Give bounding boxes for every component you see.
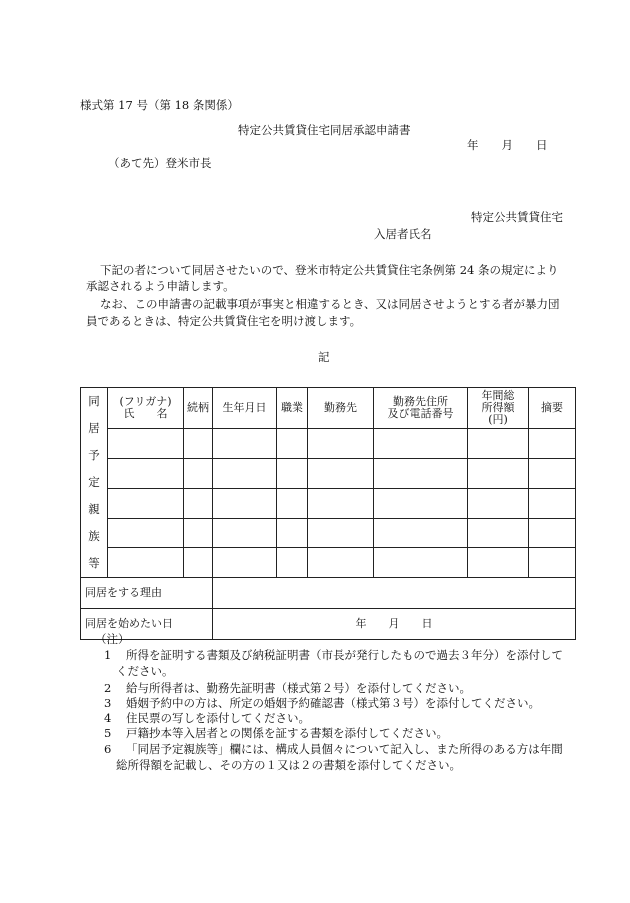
cell-birthdate[interactable] (213, 459, 277, 489)
start-date-row (81, 609, 576, 640)
table-row (81, 429, 576, 459)
note-number: 4 (104, 711, 112, 725)
side-char: 居 (88, 421, 100, 435)
cell-name[interactable] (108, 429, 184, 459)
note-text: 所得を証明する書類及び納税証明書（市長が発行したもので過去３年分）を添付して (126, 648, 563, 662)
note-item (104, 696, 540, 711)
cell-workplace[interactable] (308, 518, 374, 548)
cell-birthdate[interactable] (213, 488, 277, 518)
cell-remarks[interactable] (529, 548, 576, 578)
cell-workplace-address[interactable] (374, 429, 468, 459)
cell-occupation[interactable] (277, 488, 308, 518)
form-number: 様式第 17 号（第 18 条関係） (80, 98, 239, 112)
col-header-workplace-address-line2: 及び電話番号 (387, 407, 454, 421)
note-number: 1 (104, 648, 112, 662)
cell-remarks[interactable] (529, 518, 576, 548)
housing-label: 特定公共賃貸住宅 (471, 210, 563, 224)
note-number: 3 (104, 696, 112, 710)
side-char: 予 (88, 448, 100, 462)
cell-workplace-address[interactable] (374, 459, 468, 489)
cell-workplace[interactable] (308, 548, 374, 578)
col-header-birthdate: 生年月日 (213, 388, 277, 429)
col-header-name-furigana: (フリガナ) (119, 395, 172, 409)
paragraph-1-line-2: 承認されるよう申請します。 (86, 279, 235, 293)
note-text: 「同居予定親族等」欄には、構成人員個々について記入し、また所得のある方は年間 (126, 742, 563, 756)
paragraph-2-line-1: なお、この申請書の記載事項が事実と相違するとき、又は同居させようとする者が暴力団 (100, 297, 560, 311)
note-item (104, 648, 574, 663)
cell-remarks[interactable] (529, 459, 576, 489)
table-row (81, 518, 576, 548)
side-char: 族 (88, 529, 100, 543)
paragraph-1-line-1: 下記の者について同居させたいので、登米市特定公共賃貸住宅条例第 24 条の規定により (100, 263, 559, 277)
note-text: 婚姻予約中の方は、所定の婚姻予約確認書（様式第３号）を添付してください。 (126, 696, 540, 710)
cell-relation[interactable] (184, 488, 213, 518)
note-item (104, 711, 310, 726)
cell-birthdate[interactable] (213, 548, 277, 578)
resident-name-label: 入居者氏名 (374, 227, 432, 241)
note-number: 5 (104, 726, 112, 740)
date-line: 年 月 日 (467, 138, 548, 152)
note-item-continued: 総所得額を記載し、その方の１又は２の書類を添付してください。 (116, 758, 461, 772)
cell-occupation[interactable] (277, 518, 308, 548)
cell-birthdate[interactable] (213, 429, 277, 459)
cell-workplace-address[interactable] (374, 488, 468, 518)
cell-remarks[interactable] (529, 488, 576, 518)
cell-relation[interactable] (184, 429, 213, 459)
cell-relation[interactable] (184, 548, 213, 578)
table-row (81, 459, 576, 489)
note-text: 戸籍抄本等入居者との関係を証する書類を添付してください。 (126, 726, 448, 740)
cell-workplace[interactable] (308, 488, 374, 518)
col-header-income-line3: (円) (488, 413, 508, 427)
cell-relation[interactable] (184, 518, 213, 548)
cell-name[interactable] (108, 518, 184, 548)
cell-workplace-address[interactable] (374, 548, 468, 578)
col-header-remarks: 摘要 (529, 388, 576, 429)
note-number: 6 (104, 742, 112, 756)
cell-name[interactable] (108, 548, 184, 578)
table-row (81, 548, 576, 578)
start-date-label: 同居を始めたい日 (81, 609, 213, 640)
side-char: 同 (88, 394, 100, 408)
col-header-occupation: 職業 (277, 388, 308, 429)
cell-occupation[interactable] (277, 548, 308, 578)
notes-heading: （注） (95, 632, 130, 646)
cell-workplace[interactable] (308, 429, 374, 459)
note-item (104, 742, 574, 757)
note-item (104, 681, 471, 696)
col-header-workplace-address (374, 388, 468, 429)
cell-name[interactable] (108, 459, 184, 489)
side-char: 定 (88, 475, 100, 489)
cell-occupation[interactable] (277, 429, 308, 459)
cell-income[interactable] (468, 488, 529, 518)
paragraph-2-line-2: 員であるときは、特定公共賃貸住宅を明け渡します。 (86, 314, 362, 328)
page-title: 特定公共賃貸住宅同居承認申請書 (238, 123, 411, 137)
cell-relation[interactable] (184, 459, 213, 489)
cohabitant-table (80, 387, 576, 640)
col-header-name-label: 氏 名 (123, 407, 168, 421)
note-text: 住民票の写しを添付してください。 (126, 711, 310, 725)
cell-remarks[interactable] (529, 429, 576, 459)
cell-occupation[interactable] (277, 459, 308, 489)
cell-birthdate[interactable] (213, 518, 277, 548)
reason-row (81, 578, 576, 609)
cell-income[interactable] (468, 429, 529, 459)
col-header-income-line2: 所得額 (481, 401, 515, 415)
cell-income[interactable] (468, 548, 529, 578)
note-text: 給与所得者は、勤務先証明書（様式第２号）を添付してください。 (126, 681, 471, 695)
side-char: 親 (88, 502, 100, 516)
table-row (81, 488, 576, 518)
addressee: （あて先）登米市長 (108, 156, 212, 170)
cell-workplace[interactable] (308, 459, 374, 489)
reason-field[interactable] (213, 578, 576, 609)
note-number: 2 (104, 681, 112, 695)
col-header-workplace-address-line1: 勤務先住所 (393, 395, 448, 409)
cell-name[interactable] (108, 488, 184, 518)
reason-label: 同居をする理由 (81, 578, 213, 609)
col-header-workplace: 勤務先 (308, 388, 374, 429)
cell-income[interactable] (468, 459, 529, 489)
cell-income[interactable] (468, 518, 529, 548)
start-date-field[interactable]: 年 月 日 (213, 609, 576, 640)
side-label-cohabitant-relatives (81, 388, 108, 578)
col-header-name (108, 388, 184, 429)
cell-workplace-address[interactable] (374, 518, 468, 548)
col-header-annual-income (468, 388, 529, 429)
ki-heading: 記 (318, 350, 330, 364)
side-char: 等 (88, 556, 100, 570)
note-item-continued: ください。 (116, 664, 174, 678)
col-header-income-line1: 年間総 (481, 389, 515, 403)
col-header-relation: 続柄 (184, 388, 213, 429)
note-item (104, 726, 448, 741)
table-header-row (81, 388, 576, 429)
